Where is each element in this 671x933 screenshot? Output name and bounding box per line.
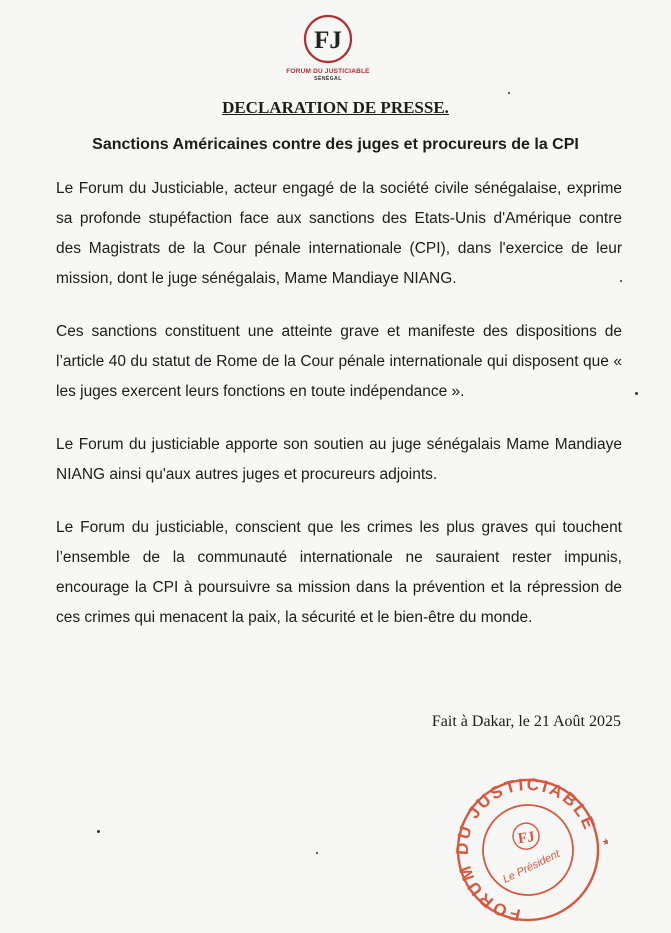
document-subtitle: Sanctions Américaines contre des juges et procureurs de la CPI	[92, 136, 579, 153]
stamp-monogram: FJ	[516, 829, 536, 848]
logo-country: SÉNÉGAL	[314, 76, 342, 82]
document-title: DECLARATION DE PRESSE.	[222, 98, 449, 117]
scan-speck	[97, 830, 100, 833]
paragraph-1: Le Forum du Justiciable, acteur engagé de la société civile sénégalaise, exprime sa profonde stupéfaction face aux sanctions des Etats-Unis d'Amérique contre des Magistrats de la Cour pénale internationale (CPI), dans l'exercice de leur mission, dont le juge sénégalais, Mame Mandiaye NIANG.	[56, 180, 622, 287]
scan-speck	[635, 392, 638, 395]
paragraph-3: Le Forum du justiciable apporte son soutien au juge sénégalais Mame Mandiaye NIANG ainsi qu'aux autres juges et procureurs adjoints.	[56, 436, 622, 483]
scan-speck	[508, 92, 510, 94]
logo-monogram: FJ	[314, 27, 342, 54]
paragraph-2: Ces sanctions constituent une atteinte grave et manifeste des dispositions de l’article 40 du statut de Rome de la Cour pénale internationale qui disposent que « les juges exercent leurs fonctions en toute indépendance ».	[56, 323, 622, 400]
official-stamp	[448, 778, 608, 928]
scan-speck	[620, 280, 622, 282]
scan-speck	[316, 852, 318, 854]
paragraph-4: Le Forum du justiciable, conscient que les crimes les plus graves qui touchent l’ensemble de la communauté internationale ne sauraient rester impunis, encourage la CPI à poursuivre sa mission dans la prévention et la répression de ces crimes qui menacent la paix, la sécurité et le bien-être du monde.	[56, 519, 622, 626]
logo-emblem	[286, 12, 370, 68]
logo-org-name: FORUM DU JUSTICIABLE	[286, 68, 370, 75]
stamp-role: Le Président	[501, 847, 562, 886]
stamp-ring-text: FORUM DU JUSTICIABLE	[452, 778, 600, 925]
svg-text:★: ★	[601, 836, 608, 849]
svg-text:FORUM DU JUSTICIABLE	[448, 778, 608, 928]
organization-logo	[278, 12, 378, 90]
document-body	[56, 174, 622, 656]
place-and-date: Fait à Dakar, le 21 Août 2025	[431, 713, 621, 730]
